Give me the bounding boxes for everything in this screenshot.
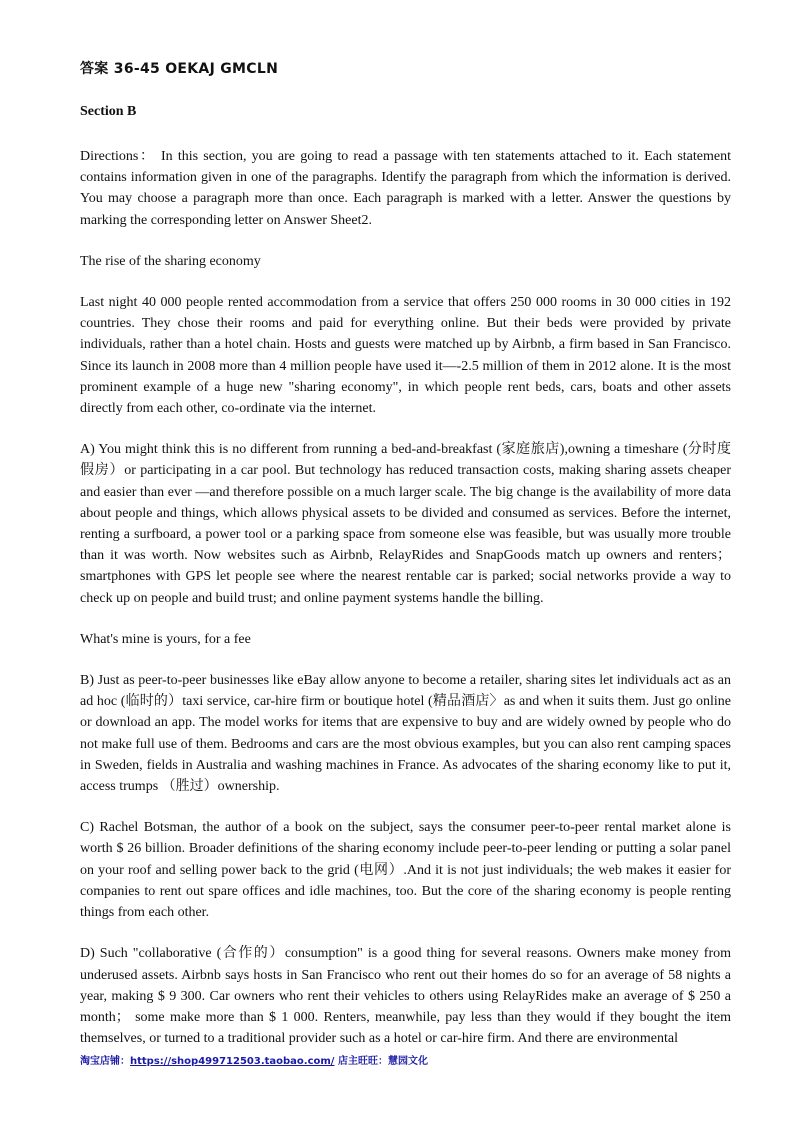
paragraph-c: C) Rachel Botsman, the author of a book on the subject, says the consumer peer-to-peer rental market alone is worth $ 26 billion. Broader definitions of the sharing economy include peer-to-peer lending or putting a solar panel on your roof and selling power back to the grid (电网）.And it is not just individuals; the web makes it easier for companies to rent out spare offices and idle machines, too. But the core of the sharing economy is people renting things from each other.: [80, 820, 731, 921]
passage-title: The rise of the sharing economy: [80, 253, 261, 269]
paragraph-a: A) You might think this is no different from running a bed-and-breakfast (家庭旅店),owning a timeshare (分时度假房）or participating in a car pool. But technology has reduced transaction costs, making sharing assets cheaper and easier than ever —and therefore possible on a much larger scale. The big change is the availability of more data about people and things, which allows physical assets to be divided and consumed as services. Before the internet, renting a surfboard, a power tool or a parking space from someone else was feasible, but was usually more trouble than it was worth. Now websites such as Airbnb, RelayRides and SnapGoods match up owners and renters； smartphones with GPS let people see where the nearest rentable car is parked; social networks provide a way to check up on people and build trust; and online payment systems handle the billing.: [80, 442, 731, 606]
directions-paragraph: Directions： In this section, you are going to read a passage with ten statements attached to it. Each statement contains information given in one of the paragraphs. Identify the paragraph from which the information is derived. You may choose a paragraph more than once. Each paragraph is marked with a letter. Answer the questions by marking the corresponding letter on Answer Sheet2.: [80, 149, 731, 228]
footer: [80, 1052, 428, 1067]
paragraph-d: D) Such "collaborative (合作的）consumption" is a good thing for several reasons. Owners make money from underused assets. Airbnb says hosts in San Francisco who rent out their homes do so for an average of 58 nights a year, making $ 9 300. Car owners who rent their vehicles to others using RelayRides make an average of $ 250 a month； some make more than $ 1 000. Renters, meanwhile, pay less than they would if they bought the item themselves, or turned to a traditional provider such as a hotel or car-hire firm. And there are environmental: [80, 946, 731, 1047]
intro-paragraph: Last night 40 000 people rented accommodation from a service that offers 250 000 rooms in 30 000 cities in 192 countries. They chose their rooms and paid for everything online. But their beds were provided by private individuals, rather than a hotel chain. Hosts and guests were matched up by Airbnb, a firm based in San Francisco. Since its launch in 2008 more than 4 million people have used it—-2.5 million of them in 2012 alone. It is the most prominent example of a huge new "sharing economy", in which people rent beds, cars, boats and other assets directly from each other, co-ordinate via the internet.: [80, 295, 731, 417]
owner-label: 店主旺旺：慧园文化: [337, 1056, 428, 1067]
section-title: Section B: [80, 104, 137, 119]
answer-key-line: 答案 36-45 OEKAJ GMCLN: [80, 61, 279, 77]
shop-label: 淘宝店铺：: [80, 1056, 130, 1067]
paragraph-b: B) Just as peer-to-peer businesses like eBay allow anyone to become a retailer, sharing sites let individuals act as an ad hoc (临时的）taxi service, car-hire firm or boutique hotel (精品酒店〉as and when it suits them. Just go online or download an app. The model works for items that are expensive to buy and are widely owned by people who do not make full use of them. Bedrooms and cars are the most obvious examples, but you can also rent camping spaces in Sweden, fields in Australia and washing machines in France. As advocates of the sharing economy like to put it, access trumps （胜过）ownership.: [80, 673, 731, 795]
passage-subheading: What's mine is yours, for a fee: [80, 631, 251, 647]
document-page: [80, 52, 731, 1069]
shop-link[interactable]: https://shop499712503.taobao.com/: [130, 1056, 335, 1067]
